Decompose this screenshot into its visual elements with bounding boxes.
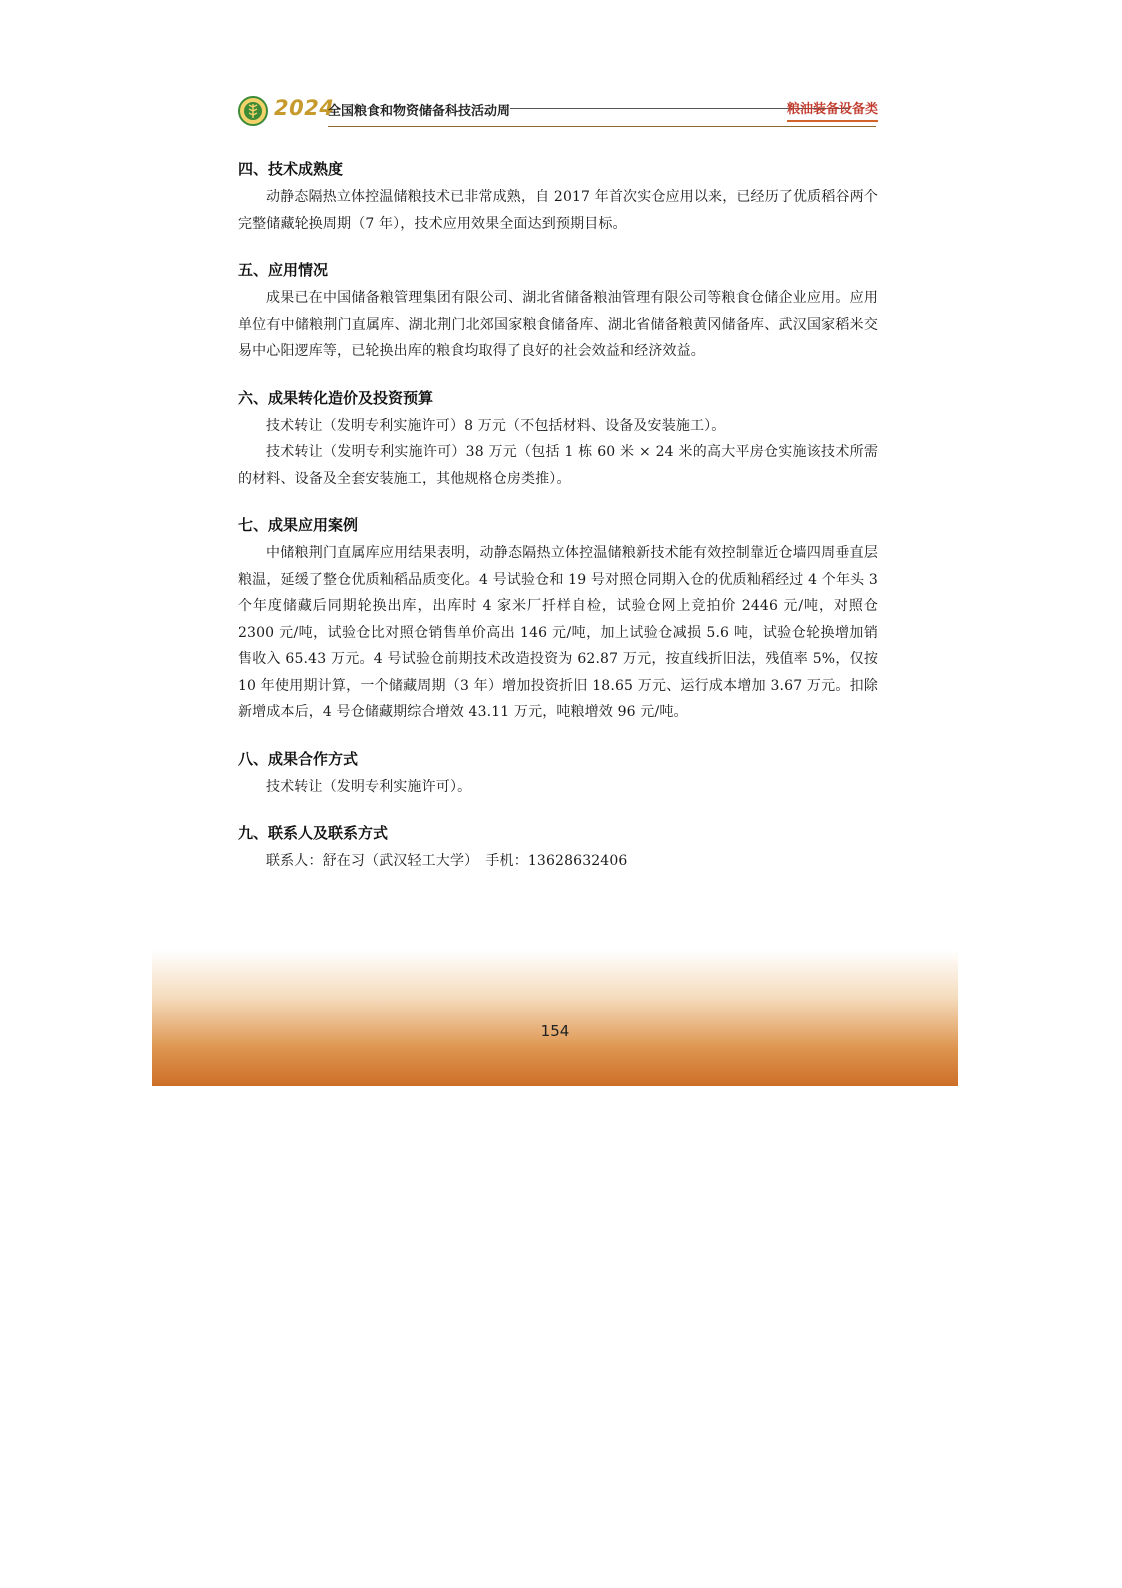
document-body — [238, 158, 878, 897]
section-contact — [238, 822, 878, 875]
wheat-logo-icon — [238, 96, 268, 126]
section-heading: 五、应用情况 — [238, 261, 329, 279]
section-cooperation — [238, 748, 878, 801]
header-underline — [328, 126, 876, 127]
section-paragraph: 技术转让（发明专利实施许可）。 — [266, 778, 472, 795]
section-heading: 七、成果应用案例 — [238, 516, 359, 534]
section-paragraph: 成果已在中国储备粮管理集团有限公司、湖北省储备粮油管理有限公司等粮食仓储企业应用。应用单位有中储粮荆门直属库、湖北荆门北郊国家粮食储备库、湖北省储备粮黄冈储备库、武汉国家稻米交易中心阳逻库等，已轮换出库的粮食均取得了良好的社会效益和经济效益。 — [238, 290, 878, 359]
page-header — [234, 90, 878, 134]
footer-band — [152, 950, 958, 1086]
section-paragraph: 中储粮荆门直属库应用结果表明，动静态隔热立体控温储粮新技术能有效控制靠近仓墙四周垂直层粮温，延缓了整仓优质籼稻品质变化。4 号试验仓和 19 号对照仓同期入仓的优质籼稻经过 4 个年头 3 个年度储藏后同期轮换出库，出库时 4 家米厂扦样自检，试验仓网上竞拍价 2446 元/吨，对照仓 2300 元/吨，试验仓比对照仓销售单价高出 146 元/吨，加上试验仓减损 5.6 吨，试验仓轮换增加销售收入 65.43 万元。4 号试验仓前期技术改造投资为 62.87 万元，按直线折旧法，残值率 5%，仅按 10 年使用期计算，一个储藏周期（3 年）增加投资折旧 18.65 万元、运行成本增加 3.67 万元。扣除新增成本后，4 号仓储藏期综合增效 43.11 万元，吨粮增效 96 元/吨。 — [238, 545, 878, 720]
section-paragraph: 技术转让（发明专利实施许可）8 万元（不包括材料、设备及安装施工）。 — [266, 417, 726, 434]
section-heading: 八、成果合作方式 — [238, 749, 359, 768]
document-page — [152, 70, 958, 1086]
contact-line: 联系人：舒在习（武汉轻工大学） 手机：13628632406 — [266, 853, 628, 869]
section-heading: 九、联系人及联系方式 — [238, 824, 389, 842]
section-case-study — [238, 514, 878, 726]
header-series-title: 全国粮食和物资储备科技活动周 — [328, 104, 511, 119]
page-number: 154 — [540, 1022, 570, 1040]
header-year: 2024 — [274, 96, 335, 120]
section-paragraph: 技术转让（发明专利实施许可）38 万元（包括 1 栋 60 米 × 24 米的高大平房仓实施该技术所需的材料、设备及全套安装施工，其他规格仓房类推）。 — [238, 444, 878, 487]
section-paragraph: 动静态隔热立体控温储粮技术已非常成熟，自 2017 年首次实仓应用以来，已经历了优质稻谷两个完整储藏轮换周期（7 年），技术应用效果全面达到预期目标。 — [238, 189, 878, 232]
section-heading: 四、技术成熟度 — [238, 160, 344, 178]
header-category: 粮油装备设备类 — [787, 98, 878, 122]
section-application — [238, 259, 878, 365]
section-cost-budget — [238, 387, 878, 493]
section-heading: 六、成果转化造价及投资预算 — [238, 388, 434, 407]
section-maturity — [238, 158, 878, 237]
